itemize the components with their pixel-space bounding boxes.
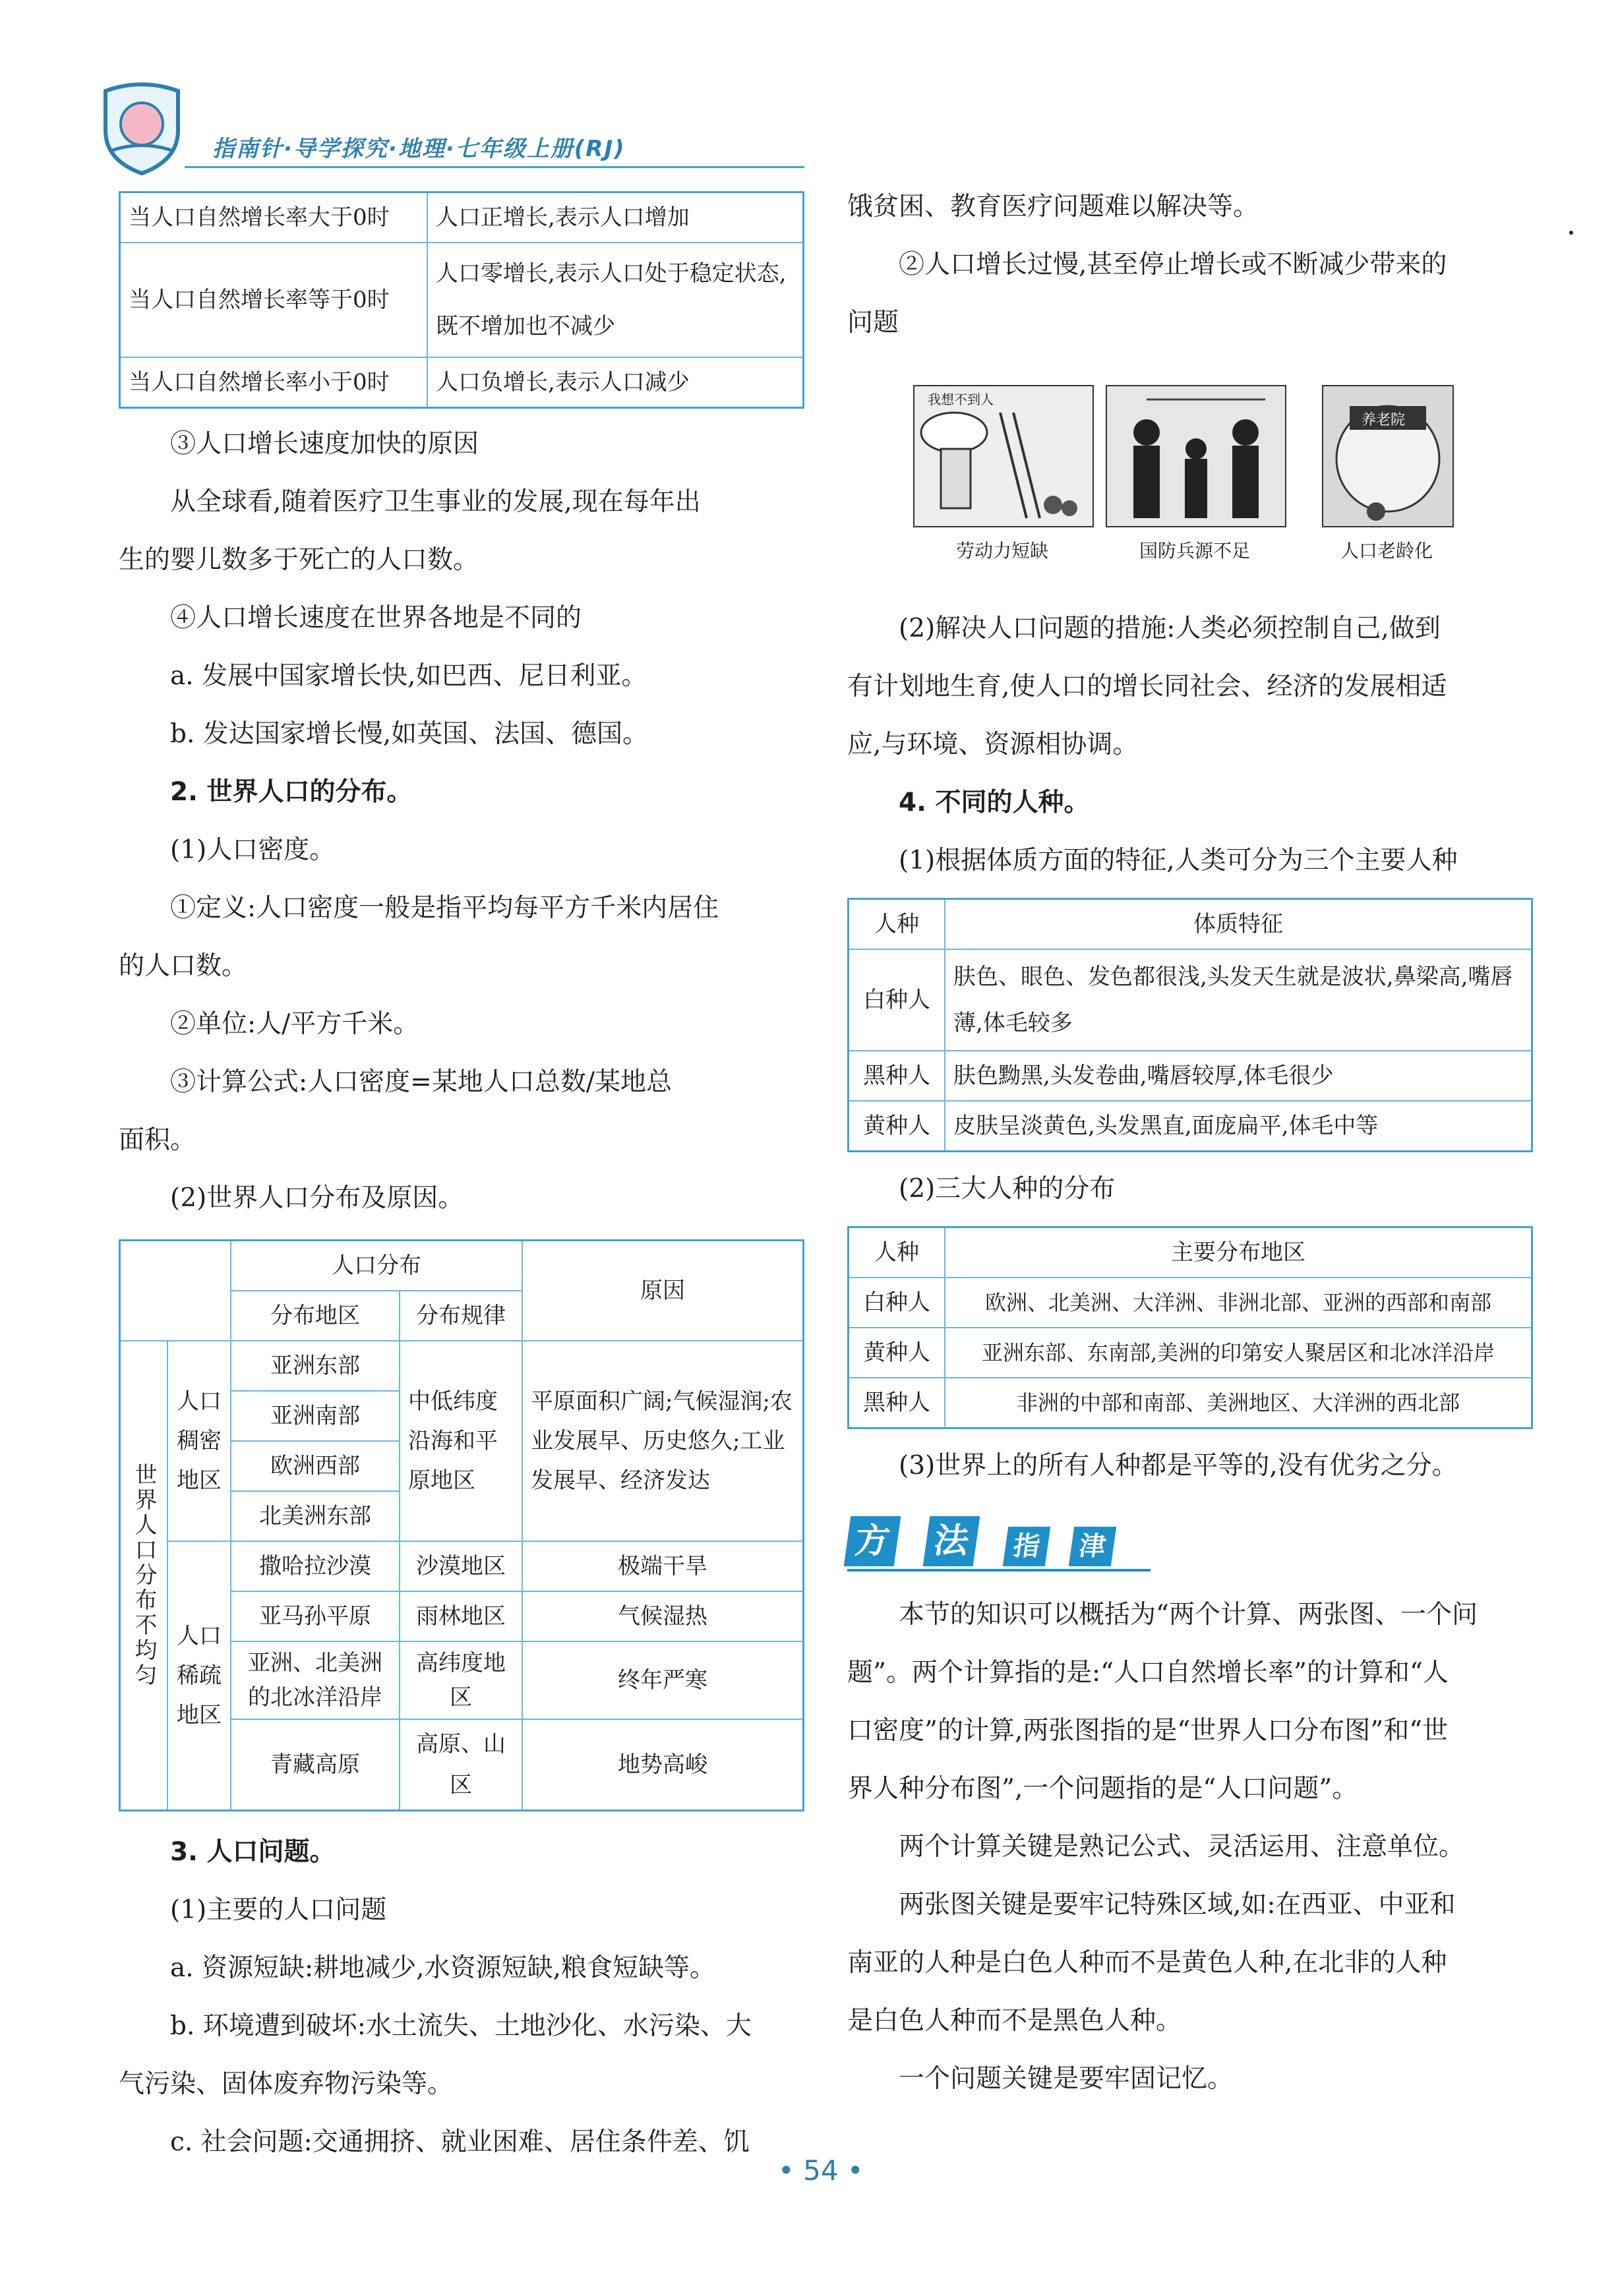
paragraph: 本节的知识可以概括为“两个计算、两张图、一个问 xyxy=(899,1600,1478,1630)
diagonal-header-cell xyxy=(120,1241,231,1341)
cartoon-strip xyxy=(847,385,1536,583)
table-cell: 皮肤呈淡黄色,头发黑直,面庞扁平,体毛中等 xyxy=(945,1101,1532,1152)
left-column xyxy=(119,190,808,2171)
table-cell: 平原面积广阔;气候湿润;农业发展早、历史悠久;工业发展早、经济发达 xyxy=(522,1341,804,1541)
table-cell: 欧洲、北美洲、大洋洲、非洲北部、亚洲的西部和南部 xyxy=(945,1278,1532,1328)
paragraph: c. 社会问题:交通拥挤、就业困难、居住条件差、饥 xyxy=(170,2127,750,2157)
paragraph: ③计算公式:人口密度=某地人口总数/某地总 xyxy=(170,1067,672,1097)
table-cell: 中低纬度沿海和平原地区 xyxy=(400,1341,522,1541)
table-cell: 极端干旱 xyxy=(522,1541,804,1591)
defense-shortage-cartoon xyxy=(1106,385,1286,527)
paragraph: a. 发展中国家增长快,如巴西、尼日利亚。 xyxy=(170,661,647,691)
paragraph: (1)根据体质方面的特征,人类可分为三个主要人种 xyxy=(899,846,1458,875)
table-cell: 北美洲东部 xyxy=(231,1491,400,1541)
table-cell: 人口稠密地区 xyxy=(167,1341,231,1541)
paragraph: b. 发达国家增长慢,如英国、法国、德国。 xyxy=(170,719,649,749)
table-side-label: 世界人口分布不均匀 xyxy=(120,1341,168,1811)
growth-rate-table xyxy=(119,191,804,409)
race-distribution-table xyxy=(847,1226,1533,1429)
paragraph: 两个计算关键是熟记公式、灵活运用、注意单位。 xyxy=(899,1832,1465,1862)
banner-underline xyxy=(847,1569,1151,1572)
paragraph: 一个问题关键是要牢固记忆。 xyxy=(899,2064,1234,2094)
stray-dot xyxy=(1569,231,1573,235)
section-heading: 3. 人口问题。 xyxy=(170,1837,336,1867)
table-row xyxy=(120,192,804,243)
table-cell: 亚洲东部 xyxy=(231,1341,400,1391)
table-cell: 气候湿热 xyxy=(522,1591,804,1641)
table-cell: 高原、山区 xyxy=(400,1719,522,1811)
paragraph: a. 资源短缺:耕地减少,水资源短缺,粮食短缺等。 xyxy=(170,1953,715,1983)
paragraph: 南亚的人种是白色人种而不是黄色人种,在北非的人种 xyxy=(847,1948,1447,1978)
table-row xyxy=(120,243,804,357)
table-cell: 终年严寒 xyxy=(522,1641,804,1719)
paragraph: ①定义:人口密度一般是指平均每平方千米内居住 xyxy=(170,893,719,923)
table-cell: 亚马孙平原 xyxy=(231,1591,400,1641)
paragraph: 问题 xyxy=(847,308,899,338)
method-guide-banner xyxy=(847,1507,1536,1579)
banner-char: 津 xyxy=(1069,1527,1116,1566)
paragraph: (2)三大人种的分布 xyxy=(899,1174,1116,1204)
table-cell: 高纬度地区 xyxy=(400,1641,522,1719)
table-row xyxy=(849,899,1532,950)
table-header: 人口分布 xyxy=(231,1241,522,1291)
table-header: 原因 xyxy=(522,1241,804,1341)
paragraph: 界人种分布图”,一个问题指的是“人口问题”。 xyxy=(847,1774,1358,1804)
table-cell: 雨林地区 xyxy=(400,1591,522,1641)
paragraph: 从全球看,随着医疗卫生事业的发展,现在每年出 xyxy=(170,487,701,517)
table-cell: 亚洲东部、东南部,美洲的印第安人聚居区和北冰洋沿岸 xyxy=(945,1328,1532,1378)
cartoon-caption: 人口老龄化 xyxy=(1340,540,1433,562)
paragraph: 面积。 xyxy=(119,1125,196,1155)
labor-shortage-cartoon xyxy=(913,385,1094,527)
table-header: 体质特征 xyxy=(945,899,1532,950)
cartoon-caption: 劳动力短缺 xyxy=(955,540,1048,562)
population-distribution-table xyxy=(119,1239,804,1811)
table-row xyxy=(849,1227,1532,1278)
table-cell: 沙漠地区 xyxy=(400,1541,522,1591)
table-header: 主要分布地区 xyxy=(945,1227,1532,1278)
table-cell: 人口稀疏地区 xyxy=(167,1541,231,1811)
paragraph: (2)世界人口分布及原因。 xyxy=(170,1183,464,1213)
table-row xyxy=(849,949,1532,1051)
table-cell: 白种人 xyxy=(849,1278,945,1328)
table-cell: 黄种人 xyxy=(849,1101,945,1152)
right-column xyxy=(847,178,1536,2108)
school-crest-icon xyxy=(92,78,191,177)
table-cell: 欧洲西部 xyxy=(231,1441,400,1491)
table-cell: 肤色黝黑,头发卷曲,嘴唇较厚,体毛很少 xyxy=(945,1051,1532,1101)
paragraph: 生的婴儿数多于死亡的人口数。 xyxy=(119,545,479,575)
table-row xyxy=(849,1278,1532,1328)
page-number: • 54 • xyxy=(778,2154,864,2187)
paragraph: 两张图关键是要牢记特殊区域,如:在西亚、中亚和 xyxy=(899,1890,1456,1920)
table-cell: 非洲的中部和南部、美洲地区、大洋洲的西北部 xyxy=(945,1378,1532,1428)
table-cell: 黄种人 xyxy=(849,1328,945,1378)
paragraph: (1)人口密度。 xyxy=(170,835,336,865)
paragraph: (3)世界上的所有人种都是平等的,没有优劣之分。 xyxy=(899,1451,1458,1481)
paragraph: (1)主要的人口问题 xyxy=(170,1895,387,1925)
table-cell: 青藏高原 xyxy=(231,1719,400,1811)
paragraph: ②单位:人/平方千米。 xyxy=(170,1009,419,1039)
table-cell: 白种人 xyxy=(849,949,945,1051)
table-row xyxy=(849,1328,1532,1378)
table-cell: 亚洲、北美洲的北冰洋沿岸 xyxy=(231,1641,400,1719)
paragraph: 是白色人种而不是黑色人种。 xyxy=(847,2006,1182,2036)
table-cell: 撒哈拉沙漠 xyxy=(231,1541,400,1591)
paragraph: 应,与环境、资源相协调。 xyxy=(847,730,1139,759)
banner-char: 指 xyxy=(1003,1527,1050,1566)
table-cell: 地势高峻 xyxy=(522,1719,804,1811)
cartoon-caption-text: 我想不到人 xyxy=(928,392,994,407)
header-title: 指南针·导学探究·地理·七年级上册(RJ) xyxy=(212,136,626,162)
section-heading: 4. 不同的人种。 xyxy=(899,788,1090,817)
paragraph: ④人口增长速度在世界各地是不同的 xyxy=(170,603,582,633)
table-cell: 亚洲南部 xyxy=(231,1391,400,1441)
cartoon-caption: 国防兵源不足 xyxy=(1139,540,1250,562)
header-divider xyxy=(185,166,804,168)
paragraph: 题”。两个计算指的是:“人口自然增长率”的计算和“人 xyxy=(847,1658,1449,1688)
aging-cartoon xyxy=(1322,385,1454,527)
table-row xyxy=(120,1241,804,1291)
table-cell: 人口负增长,表示人口减少 xyxy=(427,357,804,408)
paragraph: ②人口增长过慢,甚至停止增长或不断减少带来的 xyxy=(899,250,1447,280)
table-row xyxy=(120,357,804,408)
table-cell: 人口零增长,表示人口处于稳定状态,既不增加也不减少 xyxy=(427,243,804,357)
race-traits-table xyxy=(847,898,1533,1152)
table-header: 分布规律 xyxy=(400,1291,522,1341)
table-header: 人种 xyxy=(849,899,945,950)
table-cell: 当人口自然增长率等于0时 xyxy=(120,243,428,357)
paragraph: 口密度”的计算,两张图指的是“世界人口分布图”和“世 xyxy=(847,1716,1449,1746)
table-row xyxy=(849,1101,1532,1152)
paragraph: 有计划地生育,使人口的增长同社会、经济的发展相适 xyxy=(847,672,1447,701)
table-cell: 黑种人 xyxy=(849,1378,945,1428)
table-header: 分布地区 xyxy=(231,1291,400,1341)
table-row xyxy=(849,1051,1532,1101)
paragraph: 气污染、固体废弃物污染等。 xyxy=(119,2069,454,2099)
table-cell: 当人口自然增长率大于0时 xyxy=(120,192,428,243)
paragraph: (2)解决人口问题的措施:人类必须控制自己,做到 xyxy=(899,614,1441,643)
section-heading: 2. 世界人口的分布。 xyxy=(170,777,413,807)
table-cell: 当人口自然增长率小于0时 xyxy=(120,357,428,408)
paragraph: 的人口数。 xyxy=(119,951,248,981)
paragraph: ③人口增长速度加快的原因 xyxy=(170,429,479,459)
table-row xyxy=(120,1341,804,1391)
table-cell: 人口正增长,表示人口增加 xyxy=(427,192,804,243)
banner-char: 法 xyxy=(923,1516,980,1566)
paragraph: 饿贫困、教育医疗问题难以解决等。 xyxy=(847,192,1259,221)
table-header: 人种 xyxy=(849,1227,945,1278)
cartoon-caption-text: 养老院 xyxy=(1362,412,1406,428)
table-row xyxy=(120,1541,804,1591)
paragraph: b. 环境遭到破坏:水土流失、土地沙化、水污染、大 xyxy=(170,2011,752,2041)
table-row xyxy=(849,1378,1532,1428)
banner-char: 方 xyxy=(844,1516,901,1566)
table-cell: 肤色、眼色、发色都很浅,头发天生就是波状,鼻梁高,嘴唇薄,体毛较多 xyxy=(945,949,1532,1051)
table-cell: 黑种人 xyxy=(849,1051,945,1101)
